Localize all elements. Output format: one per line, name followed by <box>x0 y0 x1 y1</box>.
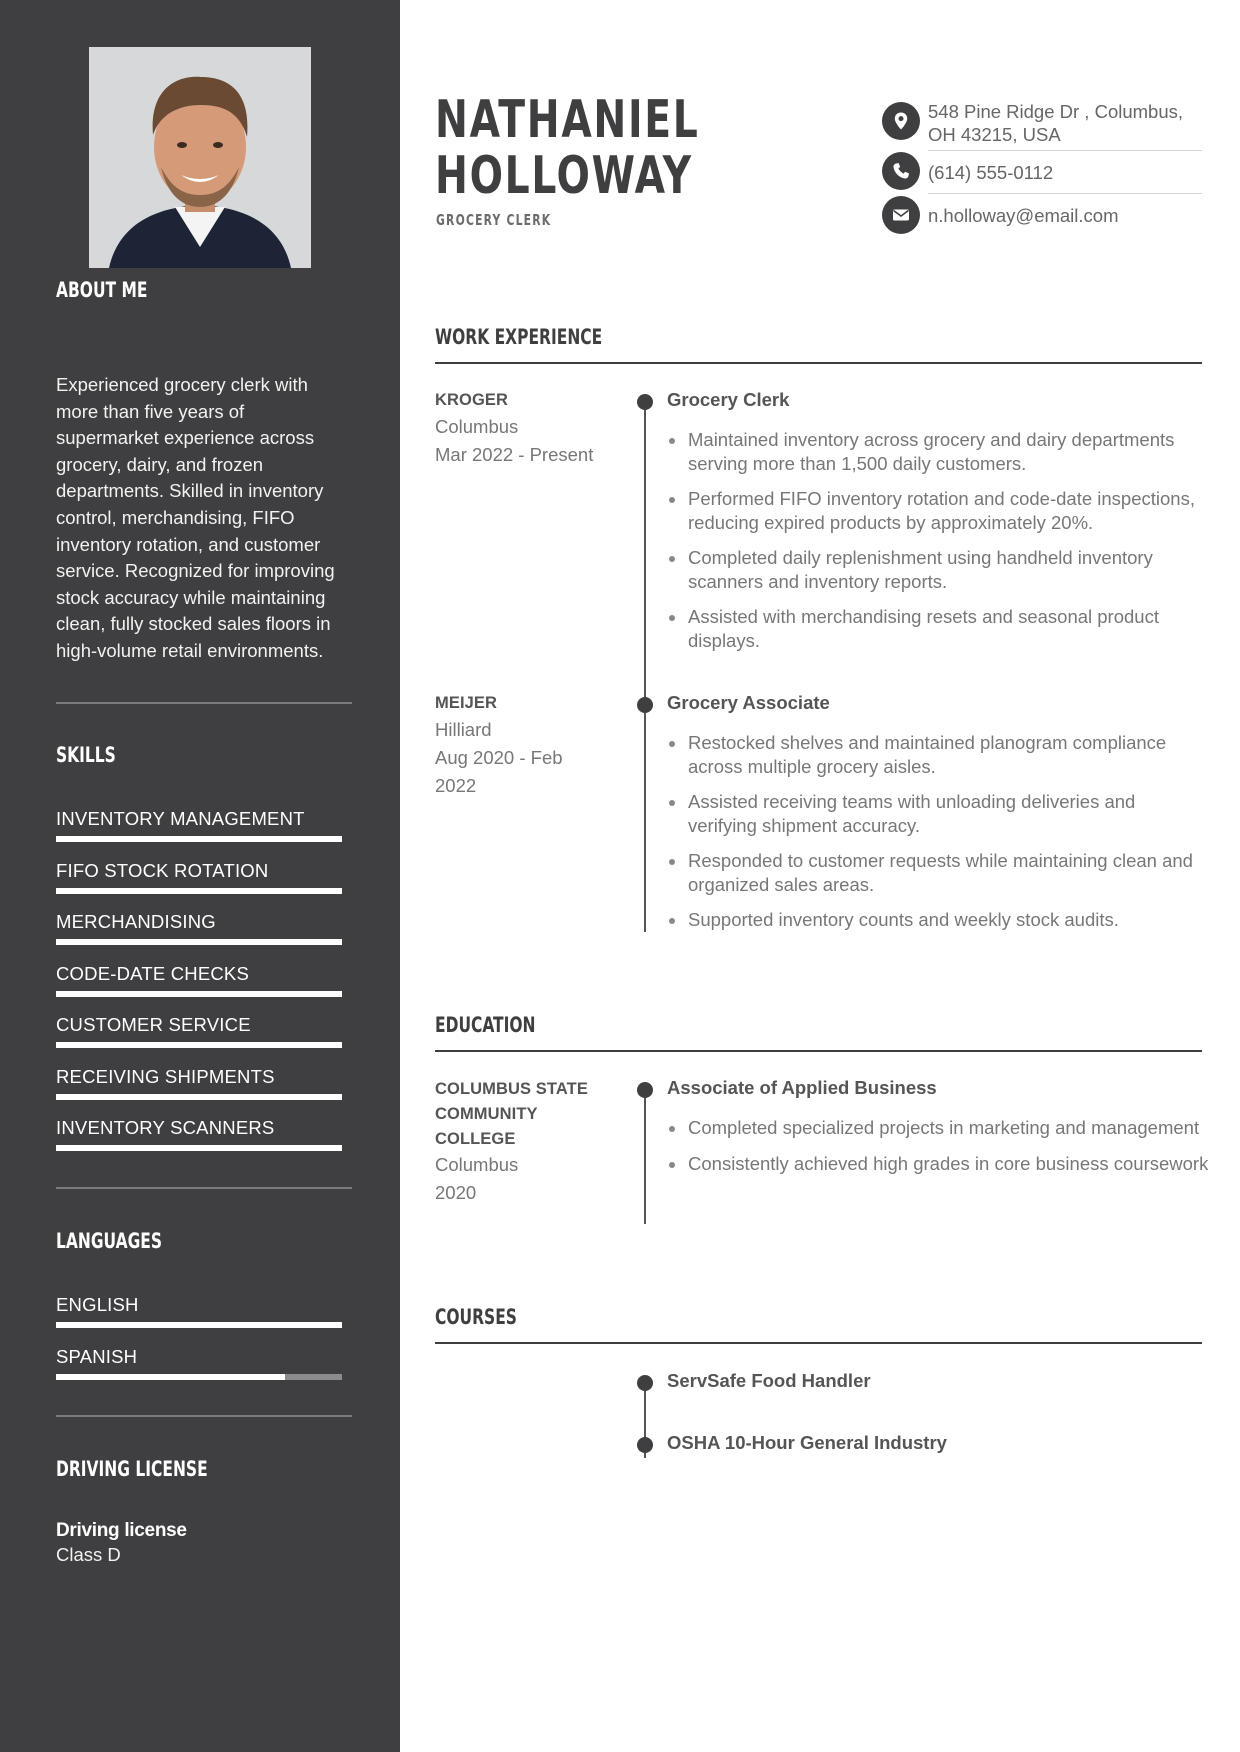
language-level-fill <box>56 1322 342 1328</box>
address-line-2: OH 43215, USA <box>928 124 1061 145</box>
skill-level-bar <box>56 1042 342 1048</box>
section-rule <box>435 362 1202 364</box>
skill-level-fill <box>56 836 342 842</box>
language-level-fill <box>56 1374 285 1380</box>
phone-number[interactable]: (614) 555-0112 <box>928 162 1054 183</box>
job-title: Grocery Associate <box>667 692 830 713</box>
profile-photo <box>89 47 311 268</box>
language-level-bar <box>56 1374 342 1380</box>
school-name: COLUMBUS STATE COMMUNITY COLLEGE <box>435 1080 588 1148</box>
contact-divider <box>928 193 1202 194</box>
skill-level-bar <box>56 1145 342 1151</box>
timeline-dot <box>637 697 653 713</box>
bullet-item: Consistently achieved high grades in core business coursework <box>667 1152 1227 1176</box>
bullet-item: Assisted with merchandising resets and seasonal product displays. <box>667 605 1207 652</box>
license-heading: DRIVING LICENSE <box>56 1457 208 1481</box>
job-role: GROCERY CLERK <box>436 211 552 229</box>
course-item: OSHA 10-Hour General Industry <box>667 1432 947 1453</box>
bullet-item: Restocked shelves and maintained planogram compliance across multiple grocery aisles. <box>667 731 1207 778</box>
company-name: KROGER <box>435 391 509 409</box>
bullet-item: Performed FIFO inventory rotation and code-date inspections, reducing expired products by approximately 20%. <box>667 487 1207 534</box>
timeline-dot <box>637 394 653 410</box>
language-name: SPANISH <box>56 1345 138 1367</box>
skill-level-fill <box>56 939 342 945</box>
job-location: Hilliard <box>435 719 492 740</box>
about-heading: ABOUT ME <box>56 278 148 302</box>
graduation-year: 2020 <box>435 1182 477 1203</box>
language-item <box>56 1344 342 1380</box>
skill-name: RECEIVING SHIPMENTS <box>56 1065 275 1087</box>
skill-item <box>56 806 342 842</box>
job-title: Grocery Clerk <box>667 389 790 410</box>
skill-item <box>56 1064 342 1100</box>
skill-level-bar <box>56 1094 342 1100</box>
timeline-dot <box>637 1082 653 1098</box>
timeline-dot <box>637 1375 653 1391</box>
language-name: ENGLISH <box>56 1294 139 1315</box>
skill-item <box>56 1115 342 1151</box>
company-name: MEIJER <box>435 694 498 712</box>
bullet-item: Responded to customer requests while maintaining clean and organized sales areas. <box>667 849 1207 896</box>
address-line-1: 548 Pine Ridge Dr , Columbus, <box>928 101 1184 122</box>
skill-level-fill <box>56 888 342 894</box>
license-title: Driving license <box>56 1520 187 1541</box>
school-location: Columbus <box>435 1154 519 1175</box>
sidebar <box>0 0 400 1752</box>
work-heading: WORK EXPERIENCE <box>435 325 603 349</box>
bullet-item: Completed daily replenishment using handheld inventory scanners and inventory reports. <box>667 546 1207 593</box>
skill-level-fill <box>56 1042 342 1048</box>
skill-level-bar <box>56 939 342 945</box>
section-rule <box>435 1050 1202 1052</box>
skill-level-fill <box>56 991 342 997</box>
name-line-1: NATHANIEL <box>435 90 700 150</box>
language-level-bar <box>56 1322 342 1328</box>
job-bullets <box>667 731 1207 944</box>
skill-level-bar <box>56 836 342 842</box>
timeline-line <box>644 1088 646 1224</box>
bullet-item: Completed specialized projects in marketing and management <box>667 1116 1227 1140</box>
course-item: ServSafe Food Handler <box>667 1370 871 1391</box>
skill-item <box>56 961 342 997</box>
timeline-line <box>644 402 646 932</box>
skill-level-fill <box>56 1094 342 1100</box>
divider <box>56 1415 352 1417</box>
skill-name: MERCHANDISING <box>56 911 216 932</box>
skill-item <box>56 858 342 894</box>
job-dates: Aug 2020 - Feb 2022 <box>435 747 563 796</box>
skills-heading: SKILLS <box>56 743 116 767</box>
skill-name: INVENTORY SCANNERS <box>56 1117 275 1138</box>
license-class: Class D <box>56 1544 121 1565</box>
skill-level-fill <box>56 1145 342 1151</box>
skill-name: CUSTOMER SERVICE <box>56 1014 251 1035</box>
envelope-icon <box>882 196 920 234</box>
language-item <box>56 1292 342 1328</box>
education-heading: EDUCATION <box>435 1013 536 1037</box>
bullet-item: Supported inventory counts and weekly stock audits. <box>667 908 1207 932</box>
skill-name: INVENTORY MANAGEMENT <box>56 808 305 829</box>
contact-divider <box>928 150 1202 151</box>
section-rule <box>435 1342 1202 1344</box>
email-address[interactable]: n.holloway@email.com <box>928 205 1119 226</box>
degree-title: Associate of Applied Business <box>667 1077 937 1098</box>
location-pin-icon <box>882 102 920 140</box>
skill-name: FIFO STOCK ROTATION <box>56 859 269 881</box>
job-bullets <box>667 428 1207 664</box>
job-dates: Mar 2022 - Present <box>435 444 594 465</box>
languages-heading: LANGUAGES <box>56 1229 163 1253</box>
divider <box>56 1187 352 1189</box>
skill-item <box>56 909 342 945</box>
skill-level-bar <box>56 888 342 894</box>
bullet-item: Assisted receiving teams with unloading deliveries and verifying shipment accuracy. <box>667 790 1207 837</box>
timeline-dot <box>637 1437 653 1453</box>
skill-item <box>56 1012 342 1048</box>
divider <box>56 702 352 704</box>
skill-name: CODE-DATE CHECKS <box>56 962 250 984</box>
bullet-item: Maintained inventory across grocery and dairy departments serving more than 1,500 daily customers. <box>667 428 1207 475</box>
about-text: Experienced grocery clerk with more than five years of supermarket experience across grocery, dairy, and frozen departments. Skilled in inventory control, merchandising, FIFO inventory rotation, and customer service. Recognized for improving stock accuracy while maintaining clean, fully stocked sales floors in high-volume retail environments. <box>56 374 335 661</box>
phone-icon <box>882 152 920 190</box>
job-location: Columbus <box>435 416 519 437</box>
education-bullets <box>667 1116 1227 1187</box>
person-name <box>435 92 700 204</box>
name-line-2: HOLLOWAY <box>435 146 693 206</box>
skill-level-bar <box>56 991 342 997</box>
courses-heading: COURSES <box>435 1305 517 1329</box>
